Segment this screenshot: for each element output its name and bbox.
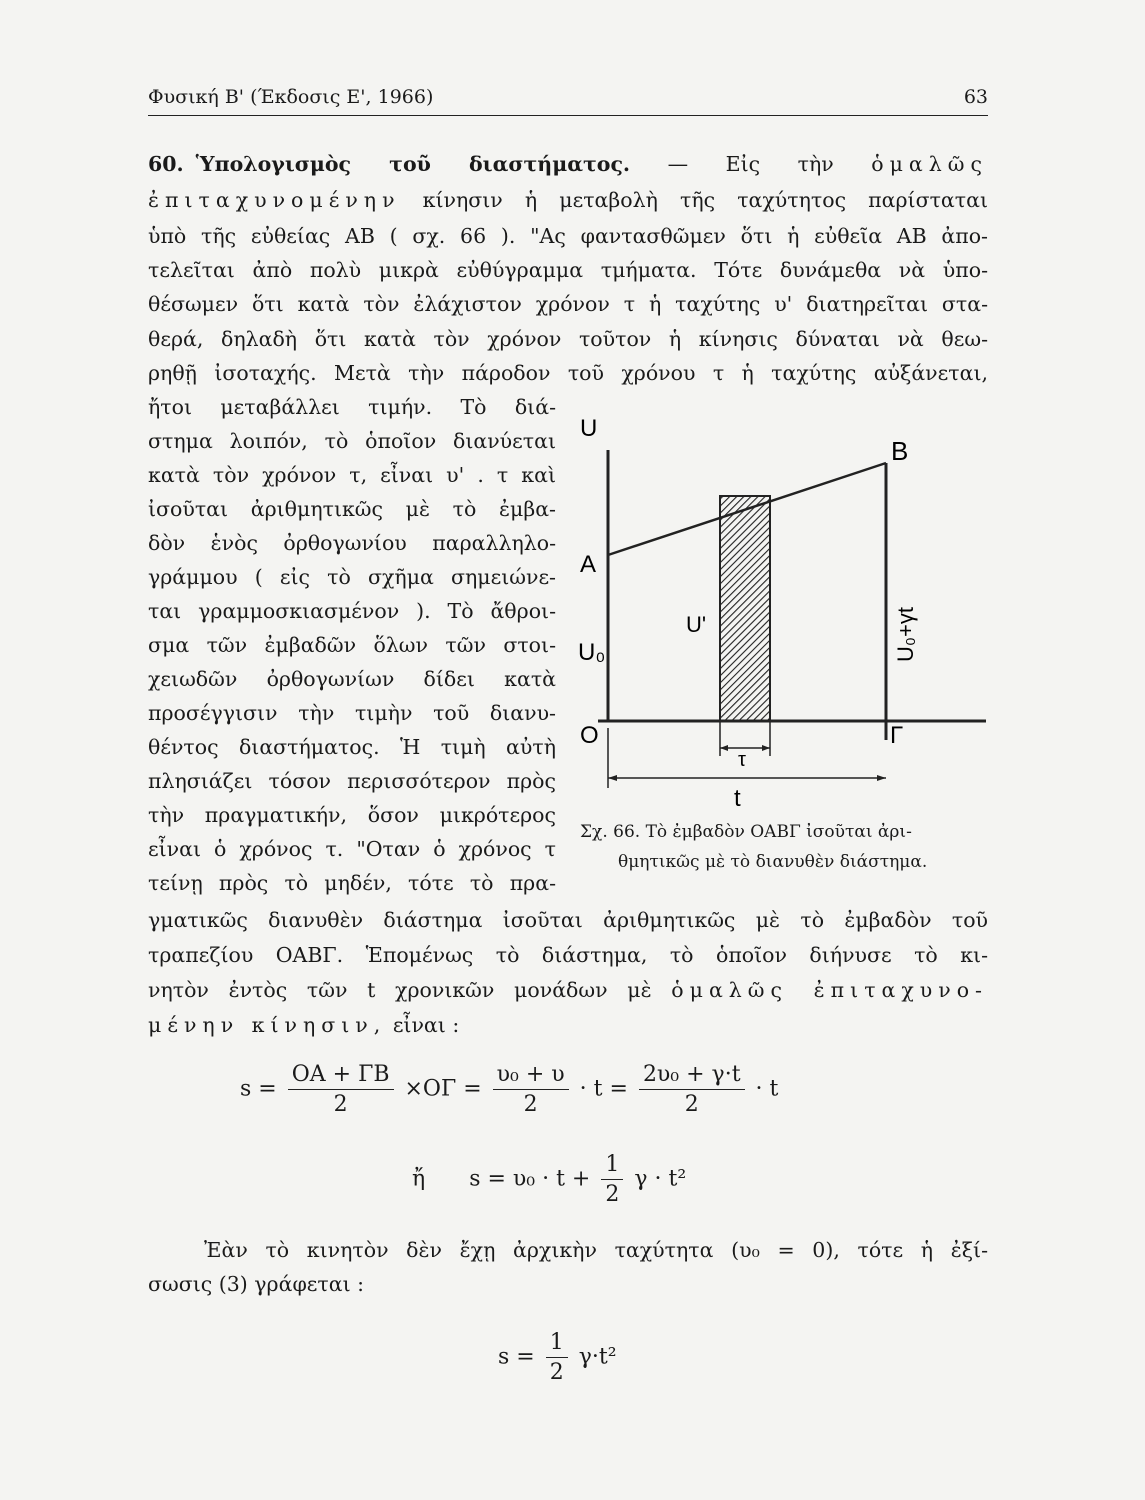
header-title: Φυσική Β' (Έκδοσις Ε', 1966) [148,86,434,108]
label-O: O [580,722,599,749]
header-rule [148,115,988,116]
body-line: δὸν ἑνὸς ὀρθογωνίου παραλληλο- [148,531,556,555]
body-line: σωσις (3) γράφεται : [148,1272,365,1296]
body-line: ἐπιταχυνομένην κίνησιν ἡ μεταβολὴ τῆς ταχύτητος παρίσταται [148,188,988,212]
body-line: πλησιάζει τόσον περισσότερον πρὸς [148,769,556,793]
body-line: γματικῶς διανυθὲν διάστημα ἰσοῦται ἀριθμητικῶς μὲ τὸ ἐμβαδὸν τοῦ [148,908,988,932]
velocity-time-diagram [568,410,988,810]
figure-caption: Σχ. 66. Τὸ ἐμβαδὸν ΟΑΒΓ ἰσοῦται ἀρι- [580,822,912,842]
heading-rest: — Εἰς τὴν [667,152,834,176]
body-line: τραπεζίου ΟΑΒΓ. Ἑπομένως τὸ διάστημα, τὸ ὁποῖον διήνυσε τὸ κι- [148,943,988,967]
equation-2: ἤ s = υ₀ · t + $\frac{1}{2}$ γ · t² [412,1152,687,1207]
body-line: εἶναι ὁ χρόνος τ. "Οταν ὁ χρόνος τ [148,837,556,861]
tau-arrow-right [762,745,770,751]
body-line: ρηθῇ ἰσοταχής. Μετὰ τὴν πάροδον τοῦ χρόνου τ ἡ ταχύτης αὐξάνεται, [148,361,988,385]
section-heading-line [148,152,988,186]
label-side: U₀+γt [893,607,918,662]
body-line: γράμμου ( εἰς τὸ σχῆμα σημειώνε- [148,565,556,589]
body-line: χειωδῶν ὀρθογωνίων δίδει κατὰ [148,667,556,691]
body-line: ἤτοι μεταβάλλει τιμήν. Τὸ διά- [148,395,556,419]
equation-1: s = $\frac{OA + \Gamma B}{2}$ ×ΟΓ = $\frac{\text{υ₀ + υ}}{2}$ · t = $\frac{\text{2υ₀ + γ·t}}{2}$ · t [240,1062,779,1117]
t-arrow-right [877,775,886,781]
body-line: θερά, δηλαδὴ ὅτι κατὰ τὸν χρόνον τοῦτον ἡ κίνησις δύναται νὰ θεω- [148,327,988,351]
body-line: νητὸν ἐντὸς τῶν t χρονικῶν μονάδων μὲ ὁμαλῶς ἐπιταχυνο- [148,978,988,1002]
body-line: τείνῃ πρὸς τὸ μηδέν, τότε τὸ πρα- [148,871,556,895]
fraction: $\frac{\text{2υ₀ + γ·t}}{2}$ [639,1062,745,1117]
label-U: U [580,415,598,442]
section-title: Ὑπολογισμὸς τοῦ διαστήματος. [195,152,631,176]
body-line: σμα τῶν ἐμβαδῶν ὅλων τῶν στοι- [148,633,556,657]
spaced-word: ὁμαλῶς [871,152,988,176]
body-line: θέσωμεν ὅτι κατὰ τὸν ἐλάχιστον χρόνον τ ἡ ταχύτης υ' διατηρεῖται στα- [148,292,988,316]
fraction: $\frac{1}{2}$ [546,1330,568,1385]
running-header [148,86,988,112]
body-line: θέντος διαστήματος. Ἡ τιμὴ αὐτὴ [148,735,556,759]
label-B: B [891,436,909,466]
label-U0: U₀ [578,639,606,666]
t-arrow-left [608,775,617,781]
page-number: 63 [963,86,988,108]
label-tau: τ [738,749,746,771]
label-U-prime: U' [686,612,707,637]
spaced-word: ἐπιταχυνομένην [148,188,401,212]
label-t: t [734,785,741,810]
hatched-rectangle [720,496,770,721]
equation-3: s = $\frac{1}{2}$ γ·t² [498,1330,617,1385]
body-line: τελεῖται ἀπὸ πολὺ μικρὰ εὐθύγραμμα τμήματα. Τότε δυνάμεθα νὰ ὑπο- [148,258,988,282]
body-line: μένην κίνησιν, εἶναι : [148,1013,460,1037]
figure-caption-cont: θμητικῶς μὲ τὸ διανυθὲν διάστημα. [618,852,928,872]
body-line: ται γραμμοσκιασμένον ). Τὸ ἄθροι- [148,599,556,623]
label-A: A [580,551,597,578]
spaced-word: ὁμαλῶς ἐπιταχυνο- [671,978,988,1002]
tau-arrow-left [720,745,728,751]
section-number: 60. [148,152,184,176]
label-Gamma: Γ [890,722,904,749]
fraction: $\frac{\text{υ₀ + υ}}{2}$ [493,1062,569,1117]
body-line: προσέγγισιν τὴν τιμὴν τοῦ διανυ- [148,701,556,725]
body-line: κατὰ τὸν χρόνον τ, εἶναι υ' . τ καὶ [148,463,556,487]
body-line: Ἐὰν τὸ κινητὸν δὲν ἔχῃ ἀρχικὴν ταχύτητα (υ₀ = 0), τότε ἡ ἐξί- [204,1238,988,1262]
body-line: στημα λοιπόν, τὸ ὁποῖον διανύεται [148,429,556,453]
spaced-word: μένην κίνησιν, [148,1013,387,1037]
fraction: $\frac{OA + \Gamma B}{2}$ [288,1062,394,1117]
body-line: ἰσοῦται ἀριθμητικῶς μὲ τὸ ἐμβα- [148,497,556,521]
body-line: ὑπὸ τῆς εὐθείας ΑΒ ( σχ. 66 ). "Ας φαντασθῶμεν ὅτι ἡ εὐθεῖα ΑΒ ἀπο- [148,224,988,248]
body-line: τὴν πραγματικήν, ὅσον μικρότερος [148,803,556,827]
fraction: $\frac{1}{2}$ [601,1152,623,1207]
